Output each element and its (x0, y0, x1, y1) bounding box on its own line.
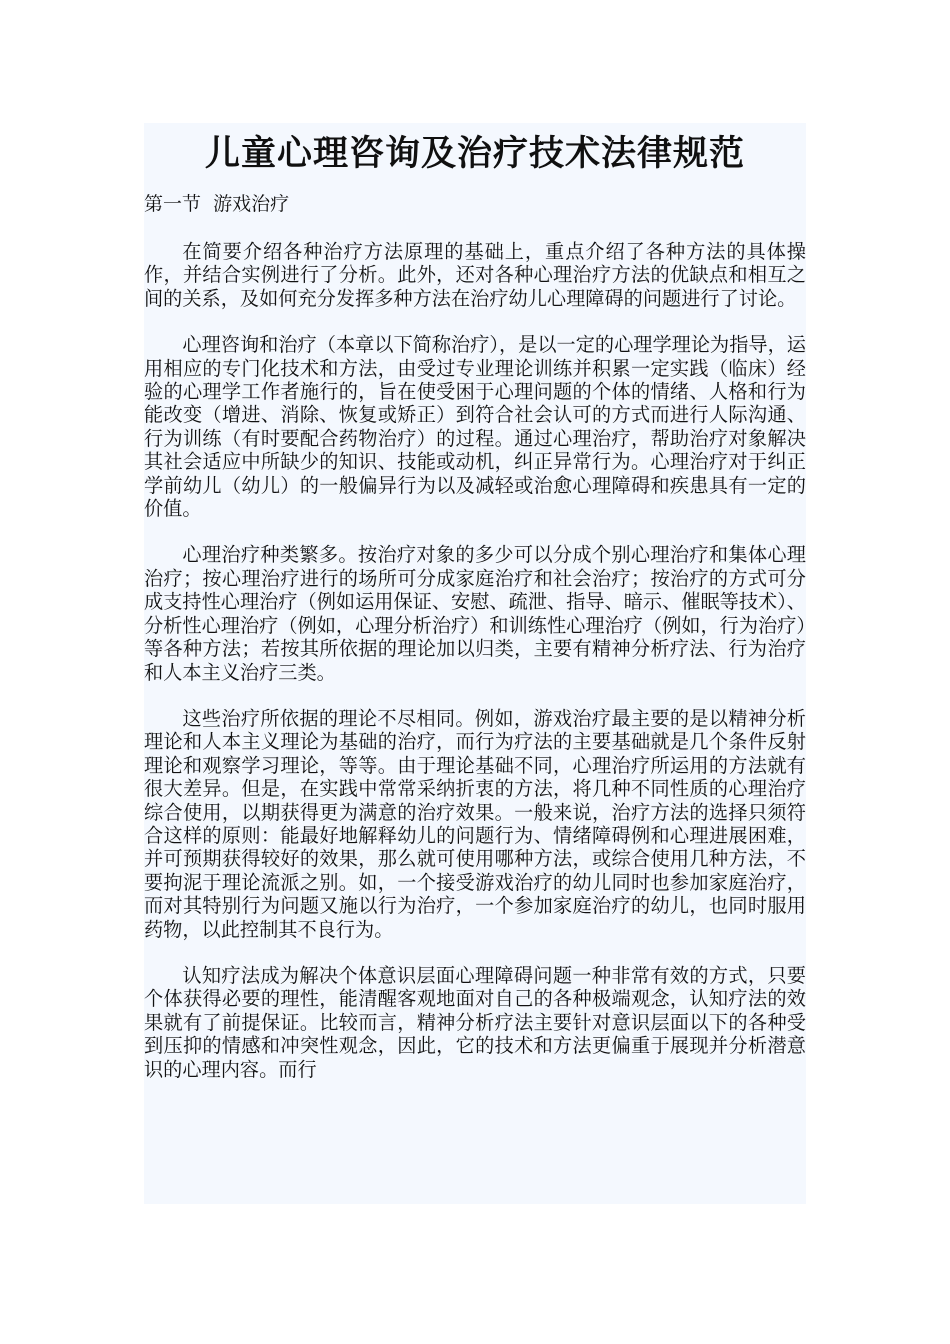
document-title: 儿童心理咨询及治疗技术法律规范 (204, 133, 745, 174)
paragraph-5: 认知疗法成为解决个体意识层面心理障碍问题一种非常有效的方式，只要个体获得必要的理性，能清醒客观地面对自己的各种极端观念，认知疗法的效果就有了前提保证。比较而言，精神分析疗法主要针对意识层面以下的各种受到压抑的情感和冲突性观念，因此，它的技术和方法更偏重于展现并分析潜意识的心理内容。而行 (144, 963, 806, 1081)
section-heading: 第一节 游戏治疗 (144, 193, 290, 215)
paragraph-2: 心理咨询和治疗（本章以下简称治疗），是以一定的心理学理论为指导，运用相应的专门化技术和方法，由受过专业理论训练并积累一定实践（临床）经验的心理学工作者施行的，旨在使受困于心理问题的个体的情绪、人格和行为能改变（增进、消除、恢复或矫正）到符合社会认可的方式而进行人际沟通、行为训练（有时要配合药物治疗）的过程。通过心理治疗，帮助治疗对象解决其社会适应中所缺少的知识、技能或动机，纠正异常行为。心理治疗对于纠正学前幼儿（幼儿）的一般偏异行为以及减轻或治愈心理障碍和疾患具有一定的价值。 (144, 333, 806, 521)
paragraph-3: 心理治疗种类繁多。按治疗对象的多少可以分成个别心理治疗和集体心理治疗；按心理治疗进行的场所可分成家庭治疗和社会治疗；按治疗的方式可分成支持性心理治疗（例如运用保证、安慰、疏泄、指导、暗示、催眠等技术）、分析性心理治疗（例如，心理分析治疗）和训练性心理治疗（例如，行为治疗）等各种方法；若按其所依据的理论加以归类，主要有精神分析疗法、行为治疗和人本主义治疗三类。 (144, 543, 806, 684)
paragraph-1: 在简要介绍各种治疗方法原理的基础上，重点介绍了各种方法的具体操作，并结合实例进行了分析。此外，还对各种心理治疗方法的优缺点和相互之间的关系，及如何充分发挥多种方法在治疗幼儿心理障碍的问题进行了讨论。 (144, 240, 806, 310)
document-page (144, 123, 806, 1204)
document-body (144, 240, 806, 1081)
paragraph-4: 这些治疗所依据的理论不尽相同。例如，游戏治疗最主要的是以精神分析理论和人本主义理论为基础的治疗，而行为疗法的主要基础就是几个条件反射理论和观察学习理论，等等。由于理论基础不同，心理治疗所运用的方法就有很大差异。但是，在实践中常常采纳折衷的方法，将几种不同性质的心理治疗综合使用，以期获得更为满意的治疗效果。一般来说，治疗方法的选择只须符合这样的原则：能最好地解释幼儿的问题行为、情绪障碍例和心理进展困难，并可预期获得较好的效果，那么就可使用哪种方法，或综合使用几种方法，不要拘泥于理论流派之别。如，一个接受游戏治疗的幼儿同时也参加家庭治疗，而对其特别行为问题又施以行为治疗，一个参加家庭治疗的幼儿，也同时服用药物，以此控制其不良行为。 (144, 706, 806, 941)
